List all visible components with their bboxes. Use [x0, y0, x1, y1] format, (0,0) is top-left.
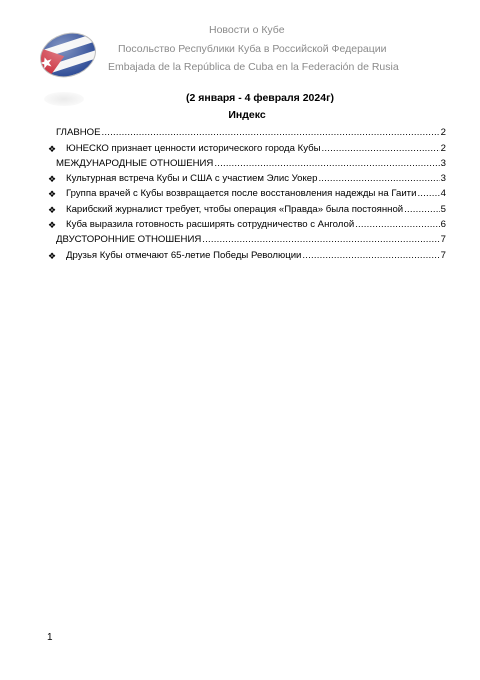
toc-item[interactable]	[48, 216, 446, 231]
diamond-bullet-icon: ❖	[48, 174, 57, 185]
diamond-bullet-icon: ❖	[48, 220, 57, 231]
toc-entry-text: ГЛАВНОЕ	[56, 127, 101, 139]
toc-page-number: 3	[440, 157, 446, 169]
toc-section[interactable]	[48, 124, 446, 139]
dot-leader	[417, 188, 439, 200]
toc-entry-text: Друзья Кубы отмечают 65-летие Победы Революции	[66, 249, 302, 261]
index-title: Индекс	[228, 109, 266, 121]
toc-page-number: 3	[440, 173, 446, 185]
toc-page-number: 7	[440, 249, 446, 261]
toc-section[interactable]	[48, 155, 446, 170]
toc-item[interactable]	[48, 246, 446, 261]
toc-entry-text: Культурная встреча Кубы и США с участием Элис Уокер	[66, 173, 318, 185]
dot-leader	[102, 127, 440, 139]
cuban-flag-icon	[38, 30, 98, 80]
dot-leader	[355, 219, 439, 231]
toc-section[interactable]	[48, 231, 446, 246]
header-embassy-es: Embajada de la República de Cuba en la Federación de Rusia	[108, 61, 399, 73]
toc-entry-text: Группа врачей с Кубы возвращается после восстановления надежды на Гаити	[66, 188, 417, 200]
toc-entry-text: Куба выразила готовность расширять сотрудничество с Анголой	[66, 219, 355, 231]
date-range: (2 января - 4 февраля 2024г)	[186, 92, 334, 104]
dot-leader	[404, 204, 439, 216]
toc-entry-text: ДВУСТОРОННИЕ ОТНОШЕНИЯ	[56, 234, 202, 246]
toc-page-number: 7	[440, 234, 446, 246]
header-title: Новости о Кубе	[209, 24, 285, 36]
dot-leader	[318, 173, 439, 185]
diamond-bullet-icon: ❖	[48, 143, 57, 154]
toc-item[interactable]	[48, 139, 446, 154]
diamond-bullet-icon: ❖	[48, 204, 57, 215]
toc-entry-text: Карибский журналист требует, чтобы операция «Правда» была постоянной	[66, 203, 404, 215]
toc-page-number: 4	[440, 188, 446, 200]
dot-leader	[302, 250, 439, 262]
toc-entry-text: ЮНЕСКО признает ценности исторического города Кубы	[66, 142, 321, 154]
toc-page-number: 2	[440, 142, 446, 154]
toc-item[interactable]	[48, 170, 446, 185]
dot-leader	[214, 158, 439, 170]
diamond-bullet-icon: ❖	[48, 189, 57, 200]
toc-page-number: 5	[440, 203, 446, 215]
dot-leader	[322, 143, 440, 155]
diamond-bullet-icon: ❖	[48, 250, 57, 261]
dot-leader	[202, 234, 439, 246]
header-embassy-ru: Посольство Республики Куба в Российской Федерации	[118, 43, 387, 55]
toc-entry-text: МЕЖДУНАРОДНЫЕ ОТНОШЕНИЯ	[56, 157, 214, 169]
toc-page-number: 6	[440, 219, 446, 231]
table-of-contents	[48, 124, 446, 262]
page-number: 1	[47, 632, 53, 643]
toc-item[interactable]	[48, 200, 446, 215]
toc-page-number: 2	[440, 127, 446, 139]
toc-item[interactable]	[48, 185, 446, 200]
